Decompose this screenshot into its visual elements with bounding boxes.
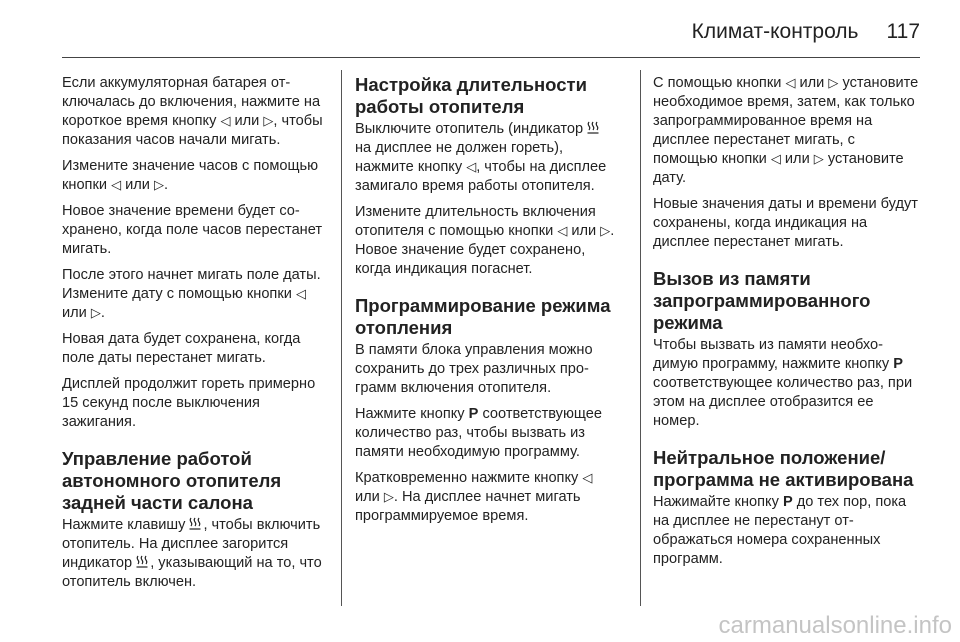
right-arrow-icon: ▷ xyxy=(383,490,394,505)
watermark: carmanualsonline.info xyxy=(718,612,952,639)
left-arrow-icon: ◁ xyxy=(295,287,306,302)
right-arrow-icon: ▷ xyxy=(90,306,101,321)
paragraph: Кратковременно нажмите кнопку ◁ или ▷. На дисплее начнет мигать программируемое время. xyxy=(355,470,593,524)
paragraph: Нажимайте кнопку P до тех пор, пока на дисплее не перестанут отображаться номера сохраненных программ. xyxy=(653,494,907,567)
section-heading: Вызов из памяти запрограммированного режима xyxy=(653,268,871,333)
left-arrow-icon: ◁ xyxy=(582,471,593,486)
section-heading: Настройка длительности работы отопителя xyxy=(355,74,587,117)
seat-heating-icon xyxy=(136,555,148,568)
column-divider xyxy=(341,70,342,606)
column-3 xyxy=(653,74,919,576)
paragraph: Нажмите кнопку P соответствующее количество раз, чтобы вызвать из памяти необходимую программу. xyxy=(355,406,602,460)
paragraph: В памяти блока управления можно сохранить до трех различных программ включения отопителя. xyxy=(355,342,593,396)
paragraph: Новая дата будет сохранена, когда поле даты перестанет мигать. xyxy=(62,331,301,366)
paragraph: Если аккумуляторная батарея отключалась до включения, нажмите на короткое время кнопку ◁ или ▷, чтобы показания часов начали мигать. xyxy=(62,75,323,148)
page-header xyxy=(0,14,920,50)
p-key-label: P xyxy=(893,356,903,372)
column-1 xyxy=(62,74,328,599)
paragraph: Чтобы вызвать из памяти необходимую программу, нажмите кнопку P соответствующее количество раз, при этом на дисплее отобразится ее номер. xyxy=(653,337,913,429)
section-heading: Программирование режима отопления xyxy=(355,295,611,338)
paragraph: Измените значение часов с помощью кнопки ◁ или ▷. xyxy=(62,158,319,193)
left-arrow-icon: ◁ xyxy=(785,76,796,91)
right-arrow-icon: ▷ xyxy=(828,76,839,91)
right-arrow-icon: ▷ xyxy=(600,224,611,239)
paragraph: После этого начнет мигать поле даты. Измените дату с помощью кнопки ◁ или ▷. xyxy=(62,267,321,321)
column-divider xyxy=(640,70,641,606)
paragraph: С помощью кнопки ◁ или ▷ установите необходимое время, затем, как только запрограммированное время на дисплее перестанет мигать, с помощью кнопки ◁ или ▷ установите дату. xyxy=(653,75,919,186)
seat-heating-icon xyxy=(189,517,201,530)
left-arrow-icon: ◁ xyxy=(466,160,477,175)
paragraph: Дисплей продолжит гореть примерно 15 секунд после выключения зажигания. xyxy=(62,376,316,430)
p-key-label: P xyxy=(782,494,793,510)
paragraph: Измените длительность включения отопителя с помощью кнопки ◁ или ▷. Новое значение будет сохранено, когда индикация погаснет. xyxy=(355,204,615,277)
right-arrow-icon: ▷ xyxy=(263,114,274,129)
left-arrow-icon: ◁ xyxy=(111,178,122,193)
page-number: 117 xyxy=(886,20,920,43)
header-rule xyxy=(62,57,920,58)
paragraph: Новые значения даты и времени будут сохранены, когда индикация на дисплее перестанет мигать. xyxy=(653,196,918,250)
right-arrow-icon: ▷ xyxy=(813,152,824,167)
p-key-label: P xyxy=(468,406,479,422)
paragraph: Выключите отопитель (индикатор на дисплее не должен гореть), нажмите кнопку ◁, чтобы на дисплее замигало время работы отопителя. xyxy=(355,121,607,194)
left-arrow-icon: ◁ xyxy=(557,224,568,239)
paragraph: Новое значение времени будет сохранено, когда поле часов перестанет мигать. xyxy=(62,203,323,257)
column-2 xyxy=(355,74,621,533)
section-heading: Нейтральное положение/ программа не активирована xyxy=(653,447,914,490)
seat-heating-icon xyxy=(587,121,599,134)
section-heading: Управление работой автономного отопителя задней части салона xyxy=(62,448,282,513)
page-title: Климат-контроль xyxy=(691,20,859,43)
paragraph: Нажмите клавишу , чтобы включить отопитель. На дисплее загорится индикатор , указывающий на то, что отопитель включен. xyxy=(62,517,322,590)
right-arrow-icon: ▷ xyxy=(154,178,165,193)
left-arrow-icon: ◁ xyxy=(220,114,231,129)
left-arrow-icon: ◁ xyxy=(770,152,781,167)
